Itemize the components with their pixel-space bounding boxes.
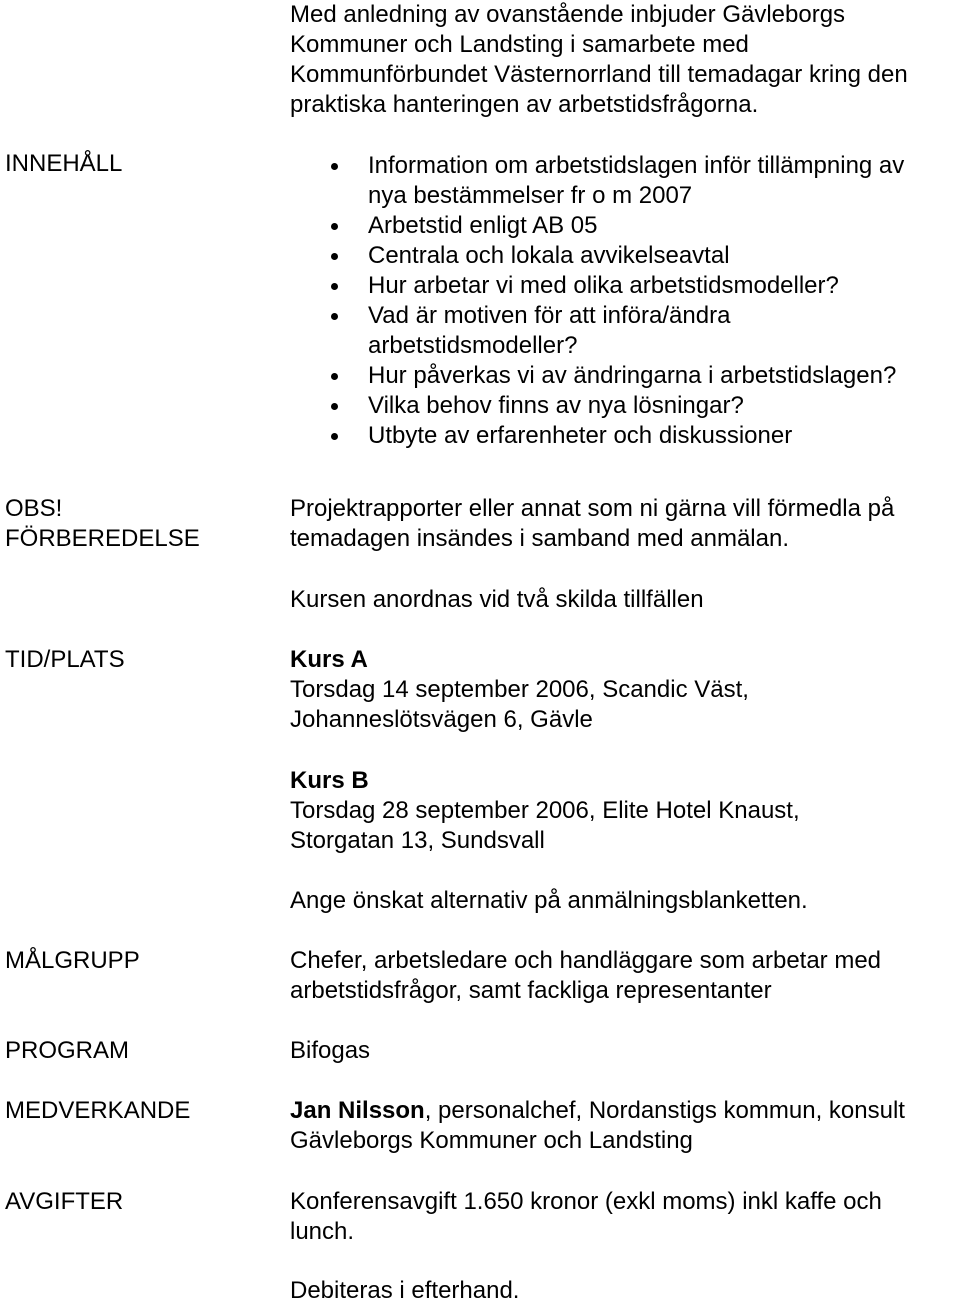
intro-line: Med anledning av ovanstående inbjuder Gävleborgs: [290, 1, 846, 28]
program-text: Bifogas: [290, 1037, 371, 1064]
bullet-icon: [331, 283, 338, 290]
kurs-b-address: Storgatan 13, Sundsvall: [290, 827, 545, 854]
bullet-icon: [331, 373, 338, 380]
bullet-icon: [331, 313, 338, 320]
list-item-text: nya bestämmelser fr o m 2007: [368, 182, 693, 209]
obs-label: OBS!: [5, 495, 63, 522]
list-item: [290, 271, 960, 301]
forberedelse-label-text: FÖRBEREDELSE: [5, 525, 200, 552]
alternative-note: Ange önskat alternativ på anmälningsblanketten.: [290, 887, 808, 914]
intro-paragraph: [290, 0, 960, 120]
medverkande-content: [290, 1096, 960, 1156]
presenter-title: , personalchef, Nordanstigs kommun, konsult: [424, 1097, 905, 1124]
billing-note: Debiteras i efterhand.: [290, 1277, 520, 1304]
list-item: [290, 361, 960, 391]
course-intro: Kursen anordnas vid två skilda tillfällen: [290, 586, 704, 613]
kurs-b-block: [290, 766, 960, 856]
list-item-text: Vilka behov finns av nya lösningar?: [368, 392, 744, 419]
malgrupp-line: arbetstidsfrågor, samt fackliga representanter: [290, 977, 772, 1004]
medverkande-line: Gävleborgs Kommuner och Landsting: [290, 1127, 693, 1154]
tid-plats-label: TID/PLATS: [5, 646, 125, 673]
malgrupp-label: MÅLGRUPP: [5, 947, 140, 974]
topic-list: [290, 151, 960, 451]
avgifter-line: Konferensavgift 1.650 kronor (exkl moms) inkl kaffe och: [290, 1188, 882, 1215]
medverkande-label: MEDVERKANDE: [5, 1097, 191, 1124]
presenter-name: Jan Nilsson: [290, 1097, 425, 1124]
kurs-b-title: Kurs B: [290, 767, 369, 794]
forberedelse-line: Projektrapporter eller annat som ni gärna vill förmedla på: [290, 495, 895, 522]
intro-line: Kommunförbundet Västernorrland till temadagar kring den: [290, 61, 908, 88]
kurs-a-block: [290, 645, 960, 735]
list-item: [290, 301, 960, 361]
program-label: PROGRAM: [5, 1037, 130, 1064]
list-item-text: Utbyte av erfarenheter och diskussioner: [368, 422, 793, 449]
intro-line: praktiska hanteringen av arbetstidsfrågorna.: [290, 91, 759, 118]
forberedelse-line: temadagen insändes i samband med anmälan.: [290, 525, 789, 552]
medverkande-line: [290, 1096, 960, 1126]
innehall-label: INNEHÅLL: [5, 150, 123, 177]
avgifter-content: [290, 1187, 960, 1247]
list-item-text: Centrala och lokala avvikelseavtal: [368, 242, 730, 269]
list-item-text: arbetstidsmodeller?: [368, 332, 578, 359]
bullet-icon: [331, 433, 338, 440]
list-item: [290, 391, 960, 421]
innehall-content: [290, 151, 960, 451]
kurs-a-date: Torsdag 14 september 2006, Scandic Väst,: [290, 676, 749, 703]
forberedelse-label: [5, 494, 275, 554]
bullet-icon: [331, 403, 338, 410]
bullet-icon: [331, 253, 338, 260]
kurs-b-date: Torsdag 28 september 2006, Elite Hotel Knaust,: [290, 797, 800, 824]
list-item-text: Vad är motiven för att införa/ändra: [368, 302, 731, 329]
kurs-a-address: Johanneslötsvägen 6, Gävle: [290, 706, 593, 733]
malgrupp-line: Chefer, arbetsledare och handläggare som arbetar med: [290, 947, 882, 974]
intro-line: Kommuner och Landsting i samarbete med: [290, 31, 749, 58]
bullet-icon: [331, 223, 338, 230]
list-item: [290, 211, 960, 241]
bullet-icon: [331, 163, 338, 170]
list-item: [290, 421, 960, 451]
list-item: [290, 151, 960, 211]
list-item-text: Hur påverkas vi av ändringarna i arbetstidslagen?: [368, 362, 897, 389]
list-item-text: Information om arbetstidslagen inför tillämpning av: [368, 152, 905, 179]
forberedelse-content: [290, 494, 960, 554]
avgifter-label: AVGIFTER: [5, 1188, 124, 1215]
list-item: [290, 241, 960, 271]
list-item-text: Arbetstid enligt AB 05: [368, 212, 598, 239]
malgrupp-content: [290, 946, 960, 1006]
list-item-text: Hur arbetar vi med olika arbetstidsmodeller?: [368, 272, 839, 299]
avgifter-line: lunch.: [290, 1218, 355, 1245]
kurs-a-title: Kurs A: [290, 646, 368, 673]
